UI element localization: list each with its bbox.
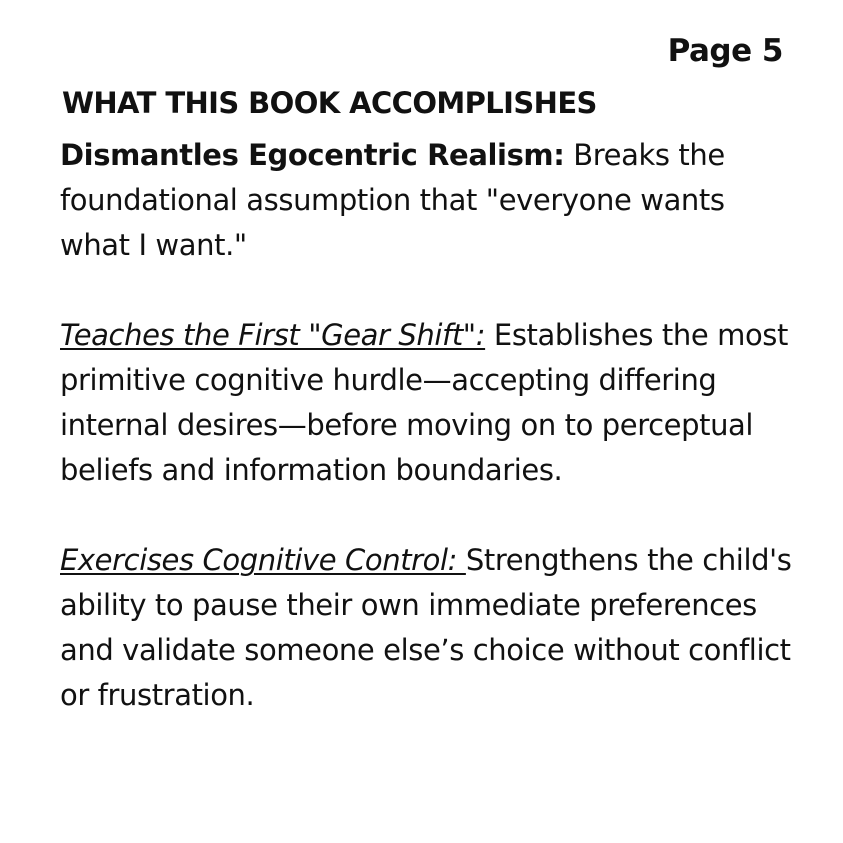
section-heading: WHAT THIS BOOK ACCOMPLISHES <box>62 86 597 120</box>
paragraph-lead: Teaches the First "Gear Shift": <box>60 317 486 352</box>
page-content <box>60 86 795 763</box>
paragraph-gear-shift <box>60 313 795 493</box>
paragraph-body: Strengthens the child's ability to pause their own immediate preferences and validate someone else’s choice without conflict or frustration. <box>60 542 792 712</box>
paragraph-body: Breaks the foundational assumption that "everyone wants what I want." <box>60 137 725 262</box>
paragraph-lead: Dismantles Egocentric Realism: <box>60 137 565 172</box>
paragraph-cognitive-control <box>60 538 795 718</box>
paragraph-egocentric-realism <box>60 133 795 268</box>
page-number: Page 5 <box>667 33 783 69</box>
paragraph-body: Establishes the most primitive cognitive hurdle—accepting differing internal desires—before moving on to perceptual beliefs and information boundaries. <box>60 317 788 487</box>
paragraph-lead: Exercises Cognitive Control: <box>60 542 466 577</box>
